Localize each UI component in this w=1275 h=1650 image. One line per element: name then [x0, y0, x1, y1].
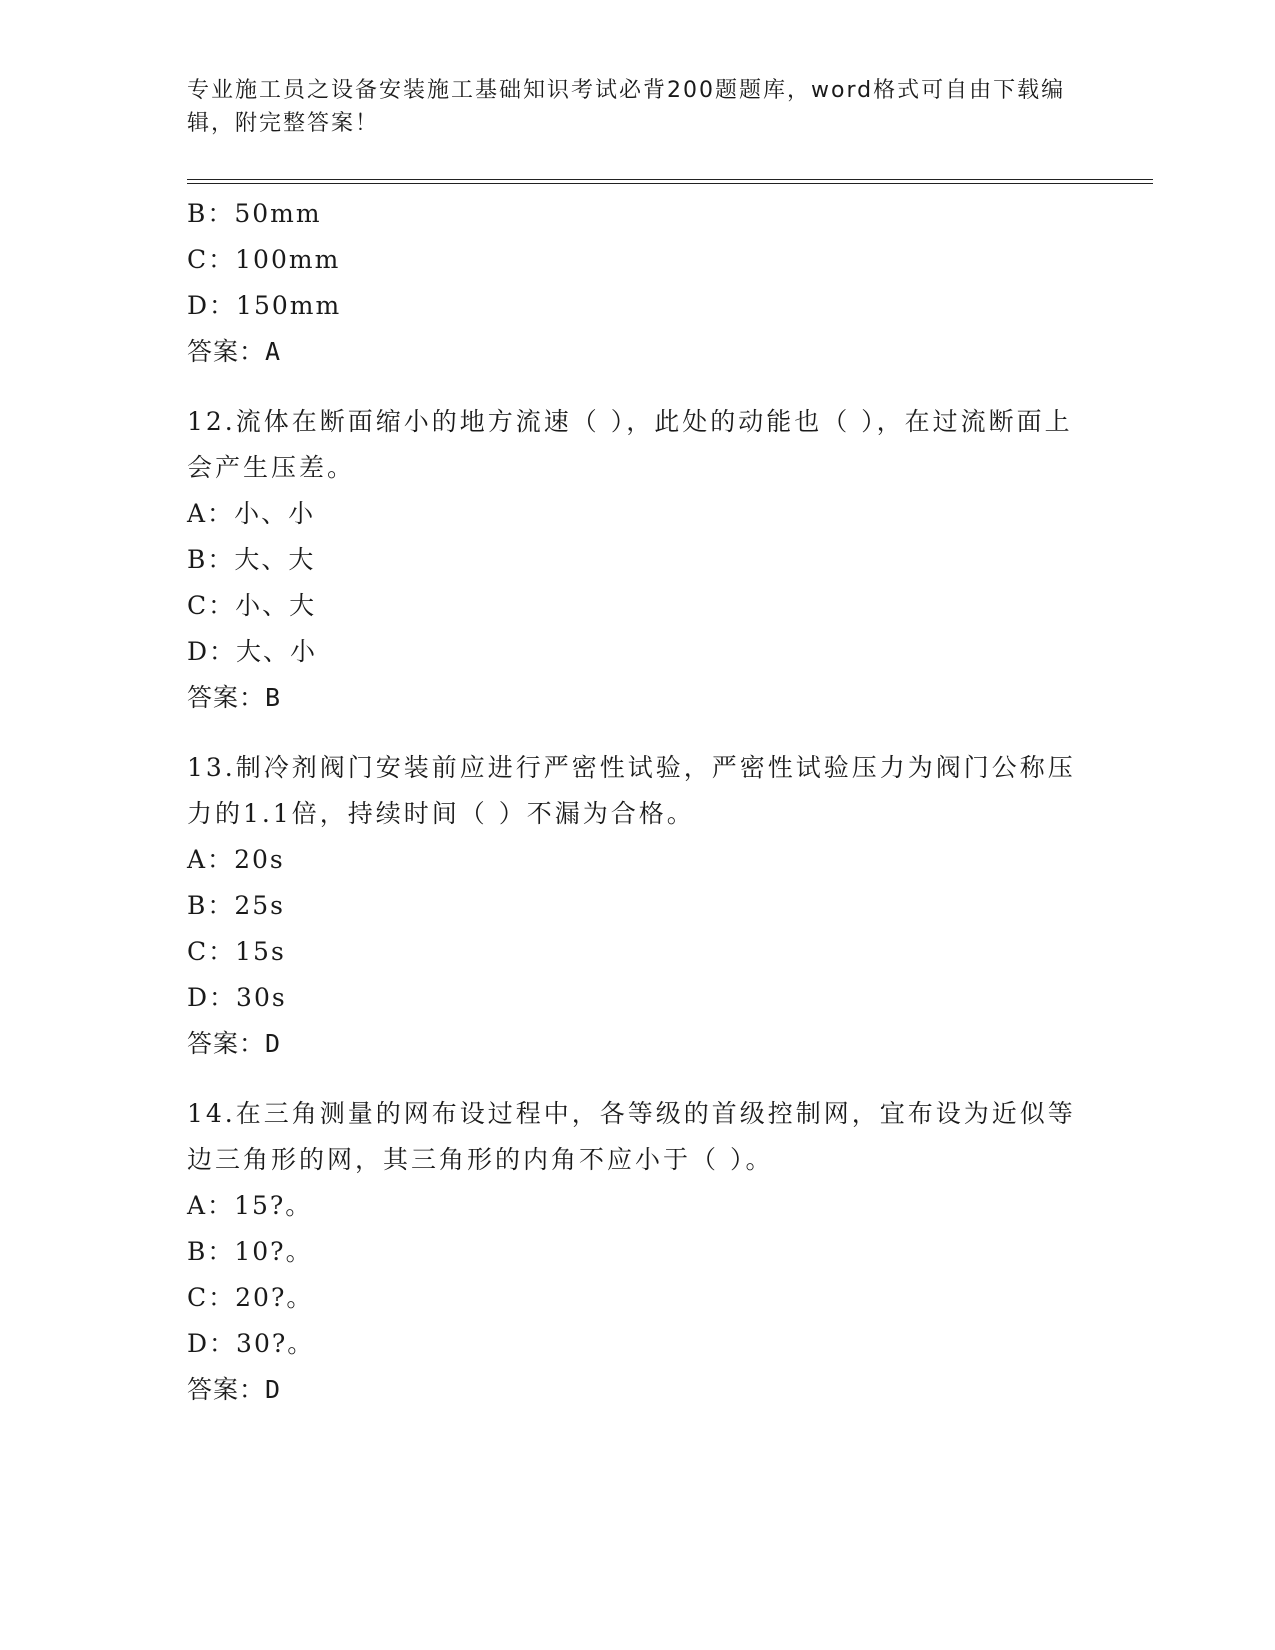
answer-label: 答案：	[187, 1029, 266, 1058]
question-list	[187, 191, 1087, 1413]
option-label: D：	[187, 983, 237, 1012]
option-label: C：	[187, 1283, 236, 1312]
option-text: 20?。	[235, 1283, 314, 1312]
question-12	[187, 399, 1087, 721]
question-14	[187, 1091, 1087, 1413]
option-label: A：	[187, 1191, 235, 1220]
answer-label: 答案：	[187, 683, 266, 712]
option-b	[187, 537, 1087, 583]
option-text: 20s	[234, 845, 285, 874]
option-text: 10?。	[234, 1237, 313, 1266]
question-stem: 12.流体在断面缩小的地方流速（ ），此处的动能也（ ），在过流断面上会产生压差。	[187, 407, 1073, 482]
option-text: 25s	[234, 891, 286, 920]
option-d	[187, 629, 1087, 675]
option-text: 小、小	[234, 499, 316, 528]
option-label: C：	[187, 591, 236, 620]
question-11-continued	[187, 191, 1087, 375]
option-text: 大、大	[234, 545, 316, 574]
header-divider-top	[187, 179, 1153, 180]
option-label: A：	[187, 499, 235, 528]
answer-value: A	[265, 337, 282, 366]
option-a	[187, 491, 1087, 537]
option-text: 150mm	[236, 291, 342, 320]
question-stem: 14.在三角测量的网布设过程中，各等级的首级控制网，宜布设为近似等边三角形的网，其三角形的内角不应小于（ ）。	[187, 1099, 1076, 1174]
option-d	[187, 1321, 1087, 1367]
option-d	[187, 975, 1087, 1021]
option-label: B：	[187, 891, 235, 920]
option-label: C：	[187, 245, 236, 274]
option-label: B：	[187, 1237, 235, 1266]
option-label: B：	[187, 199, 235, 228]
option-c	[187, 583, 1087, 629]
answer-value: D	[265, 1029, 282, 1058]
question-stem: 13.制冷剂阀门安装前应进行严密性试验，严密性试验压力为阀门公称压力的1.1倍，持续时间（ ）不漏为合格。	[187, 753, 1076, 828]
answer-label: 答案：	[187, 1375, 266, 1404]
option-text: 15?。	[234, 1191, 313, 1220]
answer-value: B	[265, 683, 282, 712]
answer-label: 答案：	[187, 337, 266, 366]
option-c	[187, 929, 1087, 975]
option-text: 大、小	[236, 637, 318, 666]
option-label: D：	[187, 637, 237, 666]
option-b	[187, 1229, 1087, 1275]
option-text: 15s	[235, 937, 286, 966]
option-c	[187, 237, 1087, 283]
option-a	[187, 837, 1087, 883]
option-label: A：	[187, 845, 235, 874]
header-divider-bottom	[187, 183, 1153, 184]
document-header: 专业施工员之设备安装施工基础知识考试必背200题题库，word格式可自由下载编辑，附完整答案！	[187, 78, 1066, 136]
question-13	[187, 745, 1087, 1067]
answer-line	[187, 1021, 1087, 1067]
option-b	[187, 191, 1087, 237]
option-c	[187, 1275, 1087, 1321]
option-label: C：	[187, 937, 236, 966]
option-label: D：	[187, 1329, 237, 1358]
option-text: 30s	[236, 983, 287, 1012]
option-a	[187, 1183, 1087, 1229]
answer-line	[187, 1367, 1087, 1413]
option-text: 30?。	[236, 1329, 315, 1358]
option-label: D：	[187, 291, 237, 320]
option-text: 小、大	[235, 591, 317, 620]
option-text: 100mm	[235, 245, 341, 274]
answer-line	[187, 675, 1087, 721]
option-b	[187, 883, 1087, 929]
answer-value: D	[265, 1375, 282, 1404]
option-text: 50mm	[234, 199, 322, 228]
answer-line	[187, 329, 1087, 375]
option-d	[187, 283, 1087, 329]
option-label: B：	[187, 545, 235, 574]
